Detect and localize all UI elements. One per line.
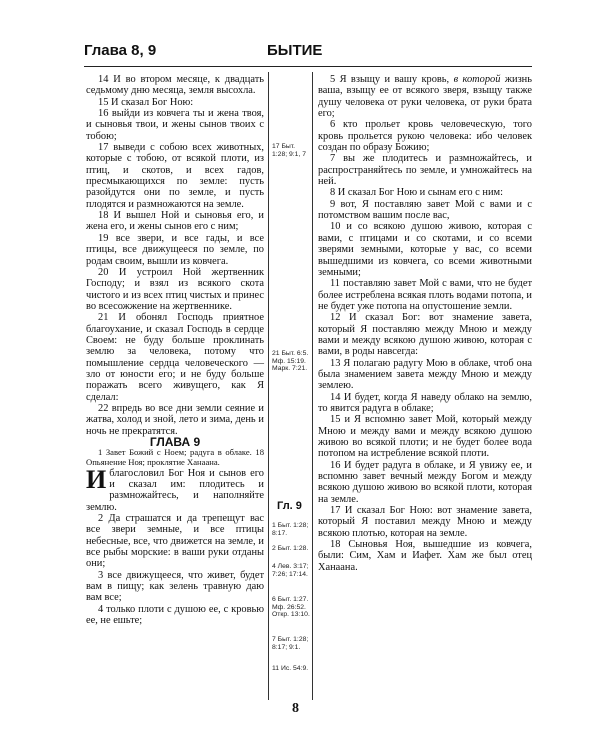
column-divider-right (312, 72, 313, 700)
verse-9-12: 12 И сказал Бог: вот знамение завета, который Я поставляю между Мною и между вами и между всякою душою живою, которая с вами, в роды навсегда: (318, 312, 532, 358)
cross-ref-9-6: 6 Быт. 1:27. Мф. 26:52. Откр. 13:10. (272, 596, 310, 619)
verse-9-9: 9 вот, Я поставляю завет Мой с вами и с потомством вашим после вас, (318, 198, 532, 222)
verse-9-8: 8 И сказал Бог Ною и сынам его с ним: (330, 187, 503, 199)
verse-9-10: 10 и со всякою душою живою, которая с вами, с птицами и со скотами, и со всеми зверями земными, которые у вас, со всеми вышедшими из ковчега, со всеми животными земными; (318, 221, 532, 278)
verse-8-20: 20 И устроил Ной жертвенник Господу; и взял из всякого скота чистого и из всех птиц чистых и принес во всесожжение на жертвеннике. (86, 266, 264, 312)
cross-ref-9-7: 7 Быт. 1:28; 8:17; 9:1. (272, 636, 309, 651)
verse-8-14: 14 И во втором месяце, к двадцать седьмому дню месяца, земля высохла. (86, 74, 264, 97)
verse-9-16: 16 И будет радуга в облаке, и Я увижу ее, и вспомню завет вечный между Богом и между всякою душою живою во всякой плоти, которая на земле. (318, 459, 532, 505)
cross-ref-9-2: 2 Быт. 1:28. (272, 545, 309, 552)
page-number: 8 (292, 701, 299, 716)
running-head-chapter: Глава 8, 9 (84, 42, 157, 59)
verse-9-15: 15 и Я вспомню завет Мой, который между Мною и между вами и между всякою душою живою во всякой плоти; и не будет более вода потопом на истребление всякой плоти. (318, 414, 532, 460)
cross-ref-9-11: 11 Ис. 54:9. (272, 665, 309, 672)
verse-8-21: 21 И обонял Господь приятное благоухание, и сказал Господь в сердце Своем: не буду больше проклинать землю за человека, потому что помышление сердца человеческого — зло от юности его; и не буду больше поражать всего живущего, как Я сделал: (86, 312, 264, 403)
cross-ref-chapter-9: Гл. 9 (277, 500, 302, 512)
verse-9-4: 4 только плоти с душою ее, с кровью ее, не ешьте; (86, 603, 264, 626)
verse-9-6: 6 кто прольет кровь человеческую, того кровь прольется рукою человека: ибо человек создан по образу Божию; (318, 119, 532, 154)
verse-8-18: 18 И вышел Ной и сыновья его, и жена его, и жены сынов его с ним; (86, 210, 264, 233)
running-head-book: БЫТИЕ (267, 42, 323, 59)
verse-8-19: 19 все звери, и все гады, и все птицы, все движущееся по земле, по родам своим, вышли из ковчега. (86, 232, 264, 267)
verse-9-2: 2 Да страшатся и да трепещут вас все звери земные, и все птицы небесные, все, что движется на земле, и все рыбы морские: в ваши руки отданы они; (86, 512, 264, 570)
verse-9-5-part-a: 5 Я взыщу и вашу кровь, (330, 74, 450, 85)
chapter-9-summary: 1 Завет Божий с Ноем; радуга в облаке. 18 Опьянение Ноя; проклятие Ханаана. (86, 447, 264, 467)
left-column (86, 74, 264, 626)
verse-9-1-text: благословил Бог Ноя и сынов его и сказал им: плодитесь и размножайтесь, и наполняйте землю. (86, 467, 264, 513)
verse-9-18: 18 Сыновья Ноя, вышедшие из ковчега, были: Сим, Хам и Иафет. Хам же был отец Ханаана. (318, 539, 532, 573)
verse-9-5-part-b: жизнь ваша, взыщу ее от всякого зверя, взыщу также душу человека от руки человека, от руки брата его; (318, 74, 532, 120)
verse-9-14: 14 И будет, когда Я наведу облако на землю, то явится радуга в облаке; (318, 391, 532, 414)
verse-9-11: 11 поставляю завет Мой с вами, что не будет более истреблена всякая плоть водами потопа, и не будет уже потопа на опустошение земли. (318, 278, 532, 312)
cross-ref-21: 21 Быт. 6:5. Мф. 15:19. Марк. 7:21. (272, 350, 309, 373)
verse-8-22: 22 впредь во все дни земли сеяние и жатва, холод и зной, лето и зима, день и ночь не прекратятся. (86, 402, 264, 437)
verse-8-15: 15 И сказал Бог Ною: (98, 96, 194, 108)
verse-8-16: 16 выйди из ковчега ты и жена твоя, и сыновья твои, и жены сынов твоих с тобою; (86, 108, 264, 142)
verse-9-7: 7 вы же плодитесь и размножайтесь, и распространяйтесь по земле, и умножайтесь на ней. (318, 153, 532, 188)
verse-9-5 (318, 74, 532, 119)
verse-8-17: 17 выведи с собою всех животных, которые с тобою, от всякой плоти, из птиц, и скотов, и всех гадов, пресмыкающихся по земле: пусть разойдутся они по земле, и пусть плодятся и размножаются на земле. (86, 142, 264, 210)
verse-9-1 (86, 464, 264, 513)
verse-9-5-italic: в которой (453, 74, 501, 85)
verse-9-17: 17 И сказал Бог Ною: вот знамение завета, который Я поставил между Мною и между всякою плотью, которая на земле. (318, 505, 532, 539)
cross-ref-9-4: 4 Лев. 3:17; 7:26; 17:14. (272, 563, 309, 578)
verse-9-13: 13 Я полагаю радугу Мою в облаке, чтоб она была знамением завета между Мною и между землею. (318, 357, 532, 392)
cross-ref-9-1: 1 Быт. 1:28; 8:17. (272, 522, 309, 537)
right-column (318, 74, 532, 573)
verse-9-3: 3 все движущееся, что живет, будет вам в пищу; как зелень травную даю вам все; (86, 569, 264, 604)
chapter-9-title: ГЛАВА 9 (149, 435, 201, 449)
column-divider-left (268, 72, 269, 700)
drop-cap: И (86, 464, 107, 494)
cross-ref-17: 17 Быт. 1:28; 9:1, 7 (272, 143, 307, 158)
header-rule (84, 66, 532, 67)
